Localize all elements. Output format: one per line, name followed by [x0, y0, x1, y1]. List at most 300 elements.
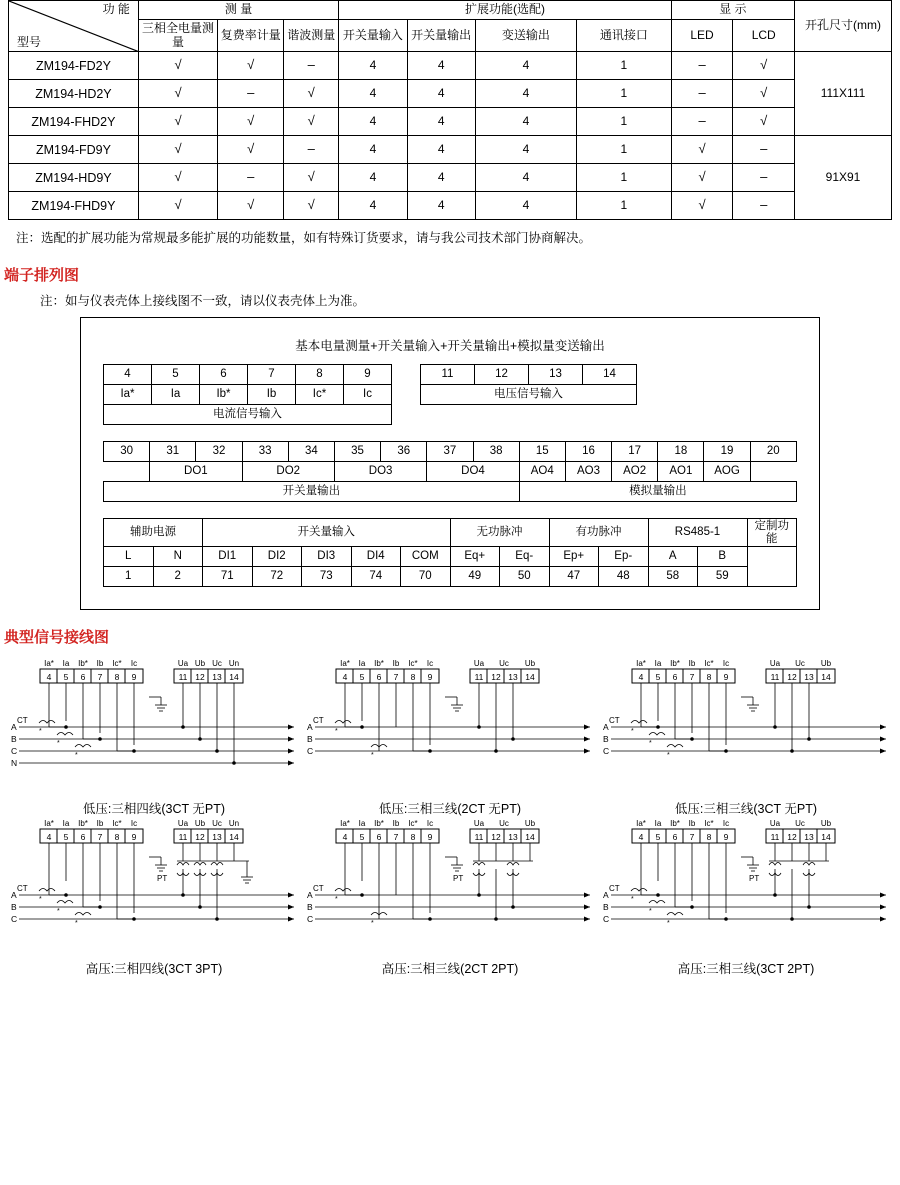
cell-1-7: – [671, 80, 733, 108]
i-label: Ib [688, 659, 696, 669]
doao-num-11: 17 [612, 441, 658, 461]
table-row [9, 80, 892, 108]
cell-0-4: 4 [407, 52, 475, 80]
cell-2-2: √ [284, 108, 339, 136]
terminal-number: 13 [804, 672, 814, 683]
terminal-number: 6 [80, 672, 86, 683]
i-label: Ic [130, 819, 138, 829]
terminal-number: 5 [63, 672, 69, 683]
doao-num-4: 34 [288, 441, 334, 461]
terminal-row-aux [103, 518, 797, 587]
aux-num-4: 73 [302, 567, 352, 587]
i-label: Ic [426, 659, 434, 669]
u-label: Ub [524, 819, 536, 829]
cell-1-5: 4 [475, 80, 576, 108]
i-label: Ic [722, 659, 730, 669]
terminal-number: 12 [491, 672, 501, 683]
doao-grp-do4: DO4 [427, 461, 519, 481]
terminal-number: 14 [525, 672, 535, 683]
u-label: Ua [769, 819, 781, 829]
polarity-mark: * [39, 728, 42, 736]
terminal-number: 12 [787, 672, 797, 683]
polarity-mark: * [371, 752, 374, 760]
ct-label: CT [313, 716, 324, 726]
doao-num-2: 32 [196, 441, 242, 461]
cell-1-4: 4 [407, 80, 475, 108]
doao-grp-ao4: AO4 [519, 461, 565, 481]
cell-2-8: √ [733, 108, 795, 136]
polarity-mark: * [335, 896, 338, 904]
i-label: Ia* [636, 819, 646, 829]
vi-caption: 电压信号输入 [421, 384, 637, 404]
cell-5-6: 1 [577, 192, 672, 220]
ct-label: CT [313, 884, 324, 894]
cell-2-7: – [671, 108, 733, 136]
col-header-4: 开关量输出 [407, 19, 475, 52]
ci-name-4: Ic* [296, 384, 344, 404]
wiring-svg [305, 657, 595, 797]
terminal-number: 8 [410, 672, 416, 683]
cell-2-1: √ [218, 108, 284, 136]
terminal-number: 5 [63, 832, 69, 843]
i-label: Ic [130, 659, 138, 669]
cutout-label-line1: 开孔尺寸(mm) [805, 18, 881, 33]
corner-model-label: 型号 [17, 34, 42, 49]
aux-name-7: Eq+ [450, 547, 500, 567]
group-header-display: 显 示 [671, 1, 794, 20]
terminal-number: 7 [97, 672, 103, 683]
ci-name-5: Ic [344, 384, 392, 404]
terminal-number: 7 [97, 832, 103, 843]
aux-name-5: DI4 [351, 547, 401, 567]
terminal-number: 7 [689, 832, 695, 843]
polarity-mark: * [649, 908, 652, 916]
col-header-5: 变送输出 [475, 19, 576, 52]
aux-num-1: 2 [153, 567, 203, 587]
phase-label: C [11, 914, 18, 925]
aux-name-0: L [104, 547, 154, 567]
terminal-number: 4 [46, 672, 52, 683]
ci-num-3: 7 [248, 364, 296, 384]
cell-2-5: 4 [475, 108, 576, 136]
phase-label: A [603, 722, 609, 733]
aux-grp-di: 开关量输入 [203, 518, 451, 546]
terminal-number: 13 [212, 672, 222, 683]
polarity-mark: * [667, 752, 670, 760]
terminal-number: 9 [427, 832, 433, 843]
aux-num-10: 48 [599, 567, 649, 587]
terminal-number: 12 [491, 832, 501, 843]
terminal-number: 9 [427, 672, 433, 683]
terminal-row-current-voltage [103, 364, 797, 425]
wiring-caption: 高压:三相三线(2CT 2PT) [381, 962, 519, 977]
model-name: ZM194-FD2Y [9, 52, 139, 80]
polarity-mark: * [631, 728, 634, 736]
terminal-number: 11 [770, 832, 780, 843]
cell-4-2: √ [284, 164, 339, 192]
terminal-number: 8 [706, 672, 712, 683]
u-label: Ua [769, 659, 781, 669]
doao-grp-do2: DO2 [242, 461, 334, 481]
phase-label: A [307, 890, 313, 901]
cell-2-4: 4 [407, 108, 475, 136]
terminal-number: 13 [508, 832, 518, 843]
phase-label: B [603, 734, 609, 745]
cell-5-2: √ [284, 192, 339, 220]
polarity-mark: * [371, 920, 374, 928]
pt-label: PT [749, 874, 760, 884]
terminal-number: 9 [131, 672, 137, 683]
cell-3-5: 4 [475, 136, 576, 164]
col-header-3: 开关量输入 [339, 19, 407, 52]
u-label: Uc [212, 659, 222, 669]
i-label: Ib [392, 659, 400, 669]
doao-grp-do1: DO1 [150, 461, 242, 481]
i-label: Ic [722, 819, 730, 829]
polarity-mark: * [649, 740, 652, 748]
cell-1-3: 4 [339, 80, 407, 108]
terminal-diagram-title: 基本电量测量+开关量输入+开关量输出+模拟量变送输出 [295, 338, 605, 353]
wiring-diagram-hv-3p4w-3ct-3pt [6, 817, 302, 977]
i-label: Ic [426, 819, 434, 829]
cell-5-1: √ [218, 192, 284, 220]
table-row [9, 108, 892, 136]
cell-0-6: 1 [577, 52, 672, 80]
wiring-section-heading: 典型信号接线图 [4, 629, 110, 647]
aux-name-12: B [698, 547, 748, 567]
doao-num-6: 36 [381, 441, 427, 461]
cell-0-8: √ [733, 52, 795, 80]
terminal-number: 7 [689, 672, 695, 683]
terminal-number: 9 [723, 672, 729, 683]
aux-num-7: 49 [450, 567, 500, 587]
cell-4-4: 4 [407, 164, 475, 192]
group-header-extension: 扩展功能(选配) [339, 1, 671, 20]
doao-num-1: 31 [150, 441, 196, 461]
wiring-svg [9, 817, 299, 957]
cell-0-1: √ [218, 52, 284, 80]
spec-table-section [0, 0, 900, 248]
polarity-mark: * [667, 920, 670, 928]
i-label: Ia* [340, 819, 350, 829]
aux-name-6: COM [401, 547, 451, 567]
spec-table [8, 0, 892, 220]
i-label: Ia* [44, 659, 54, 669]
doao-num-8: 38 [473, 441, 519, 461]
polarity-mark: * [335, 728, 338, 736]
i-label: Ia* [340, 659, 350, 669]
aux-grp-ppulse: 有功脉冲 [549, 518, 648, 546]
cell-1-8: √ [733, 80, 795, 108]
terminal-number: 11 [474, 832, 484, 843]
spec-footnote: 注：选配的扩展功能为常规最多能扩展的功能数量，如有特殊订货要求，请与我公司技术部门协商解决。 [16, 231, 592, 246]
terminal-number: 7 [393, 672, 399, 683]
phase-label: C [603, 914, 610, 925]
col-header-8: LCD [733, 19, 795, 52]
terminal-number: 14 [229, 832, 239, 843]
u-label: Un [228, 659, 240, 669]
do-ao-table [103, 441, 797, 502]
aux-grp-custom: 定制功能 [747, 518, 797, 546]
aux-grp-power: 辅助电源 [104, 518, 203, 546]
phase-label: B [307, 734, 313, 745]
polarity-mark: * [57, 908, 60, 916]
cell-0-7: – [671, 52, 733, 80]
aux-name-8: Eq- [500, 547, 550, 567]
phase-label: C [11, 746, 18, 757]
table-row [9, 192, 892, 220]
aux-name-1: N [153, 547, 203, 567]
terminal-number: 11 [770, 672, 780, 683]
i-label: Ib [688, 819, 696, 829]
terminal-number: 8 [114, 832, 120, 843]
doao-num-7: 37 [427, 441, 473, 461]
u-label: Ua [473, 819, 485, 829]
terminal-section-heading: 端子排列图 [4, 266, 80, 284]
table-row [9, 164, 892, 192]
voltage-input-table [420, 364, 637, 405]
wiring-caption: 高压:三相三线(3CT 2PT) [677, 962, 815, 977]
aux-name-10: Ep- [599, 547, 649, 567]
model-name: ZM194-FHD9Y [9, 192, 139, 220]
doao-num-5: 35 [334, 441, 380, 461]
terminal-number: 6 [376, 832, 382, 843]
wiring-svg [601, 817, 891, 957]
i-label: Ic* [112, 659, 122, 669]
model-name: ZM194-FHD2Y [9, 108, 139, 136]
phase-label: A [11, 890, 17, 901]
wiring-diagram-grid [0, 653, 900, 977]
i-label: Ia [654, 659, 662, 669]
u-label: Ua [473, 659, 485, 669]
i-label: Ic* [408, 659, 418, 669]
terminal-row-do-ao [103, 441, 797, 502]
i-label: Ia* [636, 659, 646, 669]
aux-num-9: 47 [549, 567, 599, 587]
doao-caption-right: 模拟量输出 [519, 481, 796, 501]
vi-num-2: 13 [529, 364, 583, 384]
cell-3-4: 4 [407, 136, 475, 164]
aux-name-4: DI3 [302, 547, 352, 567]
doao-num-13: 19 [704, 441, 750, 461]
col-header-7: LED [671, 19, 733, 52]
terminal-number: 13 [804, 832, 814, 843]
u-label: Ua [177, 819, 189, 829]
cell-4-0: √ [138, 164, 217, 192]
terminal-number: 13 [508, 672, 518, 683]
terminal-section-note: 注：如与仪表壳体上接线图不一致，请以仪表壳体上为准。 [40, 293, 366, 308]
terminal-number: 12 [195, 672, 205, 683]
cell-4-5: 4 [475, 164, 576, 192]
cutout-size-0: 111X111 [795, 52, 892, 136]
cell-4-6: 1 [577, 164, 672, 192]
terminal-diagram-box [80, 317, 820, 610]
terminal-number: 14 [821, 672, 831, 683]
col-header-2: 谐波测量 [284, 19, 339, 52]
terminal-number: 11 [474, 672, 484, 683]
i-label: Ib [96, 819, 104, 829]
cell-0-3: 4 [339, 52, 407, 80]
model-name: ZM194-FD9Y [9, 136, 139, 164]
model-name: ZM194-HD9Y [9, 164, 139, 192]
wiring-caption: 低压:三相三线(3CT 无PT) [674, 802, 818, 817]
phase-label: N [11, 758, 18, 769]
ci-name-3: Ib [248, 384, 296, 404]
vi-num-3: 14 [583, 364, 637, 384]
i-label: Ia [62, 659, 70, 669]
ct-label: CT [17, 884, 28, 894]
wiring-svg [601, 657, 891, 797]
wiring-caption: 高压:三相四线(3CT 3PT) [85, 962, 223, 977]
spec-corner-header [9, 1, 139, 52]
ci-caption: 电流信号输入 [104, 404, 392, 424]
cell-5-8: – [733, 192, 795, 220]
wiring-diagram-hv-3p3w-3ct-2pt [598, 817, 894, 977]
terminal-number: 4 [46, 832, 52, 843]
i-label: Ic* [408, 819, 418, 829]
phase-label: C [307, 914, 314, 925]
doao-grp-ao3: AO3 [565, 461, 611, 481]
cell-2-0: √ [138, 108, 217, 136]
table-row [9, 136, 892, 164]
u-label: Ua [177, 659, 189, 669]
wiring-caption: 低压:三相三线(2CT 无PT) [378, 802, 522, 817]
aux-num-5: 74 [351, 567, 401, 587]
phase-label: A [11, 722, 17, 733]
pt-label: PT [157, 874, 168, 884]
polarity-mark: * [39, 896, 42, 904]
phase-label: B [11, 902, 17, 913]
i-label: Ib* [670, 819, 680, 829]
cell-1-0: √ [138, 80, 217, 108]
doao-num-9: 15 [519, 441, 565, 461]
i-label: Ia [62, 819, 70, 829]
phase-label: A [307, 722, 313, 733]
terminal-number: 6 [376, 672, 382, 683]
aux-name-11: A [648, 547, 698, 567]
ci-name-2: Ib* [200, 384, 248, 404]
phase-label: A [603, 890, 609, 901]
aux-table [103, 518, 797, 587]
i-label: Ib* [374, 819, 384, 829]
ci-num-0: 4 [104, 364, 152, 384]
cell-5-3: 4 [339, 192, 407, 220]
terminal-number: 5 [655, 832, 661, 843]
terminal-number: 12 [195, 832, 205, 843]
terminal-number: 4 [342, 832, 348, 843]
polarity-mark: * [631, 896, 634, 904]
ci-name-0: Ia* [104, 384, 152, 404]
aux-num-0: 1 [104, 567, 154, 587]
terminal-number: 14 [229, 672, 239, 683]
terminal-number: 12 [787, 832, 797, 843]
terminal-number: 5 [655, 672, 661, 683]
ci-num-2: 6 [200, 364, 248, 384]
u-label: Uc [212, 819, 222, 829]
ct-label: CT [609, 884, 620, 894]
terminal-number: 4 [638, 832, 644, 843]
ci-num-5: 9 [344, 364, 392, 384]
cell-3-6: 1 [577, 136, 672, 164]
cell-4-8: – [733, 164, 795, 192]
current-input-table [103, 364, 392, 425]
terminal-number: 5 [359, 832, 365, 843]
u-label: Un [228, 819, 240, 829]
doao-num-12: 18 [658, 441, 704, 461]
wiring-svg [305, 817, 595, 957]
wiring-diagram-lv-3p4w-3ct [6, 657, 302, 817]
aux-num-3: 72 [252, 567, 302, 587]
i-label: Ic* [704, 819, 714, 829]
cell-1-2: √ [284, 80, 339, 108]
ci-num-1: 5 [152, 364, 200, 384]
terminal-number: 14 [525, 832, 535, 843]
cutout-size-1: 91X91 [795, 136, 892, 220]
phase-label: B [603, 902, 609, 913]
polarity-mark: * [75, 920, 78, 928]
terminal-number: 8 [114, 672, 120, 683]
u-label: Ub [820, 659, 832, 669]
wiring-diagram-lv-3p3w-3ct [598, 657, 894, 817]
cell-1-6: 1 [577, 80, 672, 108]
terminal-number: 7 [393, 832, 399, 843]
terminal-number: 11 [178, 832, 188, 843]
i-label: Ia [654, 819, 662, 829]
table-row [9, 52, 892, 80]
wiring-diagram-hv-3p3w-2ct-2pt [302, 817, 598, 977]
terminal-number: 13 [212, 832, 222, 843]
terminal-number: 6 [672, 832, 678, 843]
doao-num-0: 30 [104, 441, 150, 461]
aux-num-8: 50 [500, 567, 550, 587]
aux-num-2: 71 [203, 567, 253, 587]
polarity-mark: * [57, 740, 60, 748]
cell-1-1: – [218, 80, 284, 108]
cell-3-2: – [284, 136, 339, 164]
doao-grp-do3: DO3 [334, 461, 426, 481]
u-label: Ub [194, 659, 206, 669]
doao-caption-left: 开关量输出 [104, 481, 520, 501]
wiring-caption: 低压:三相四线(3CT 无PT) [82, 802, 226, 817]
terminal-number: 8 [410, 832, 416, 843]
aux-grp-rs485: RS485-1 [648, 518, 747, 546]
cell-3-8: – [733, 136, 795, 164]
cell-0-5: 4 [475, 52, 576, 80]
i-label: Ia [358, 819, 366, 829]
cell-5-4: 4 [407, 192, 475, 220]
u-label: Uc [795, 819, 805, 829]
terminal-number: 8 [706, 832, 712, 843]
polarity-mark: * [75, 752, 78, 760]
i-label: Ia [358, 659, 366, 669]
cell-3-0: √ [138, 136, 217, 164]
phase-label: B [11, 734, 17, 745]
doao-grp-ao1: AO1 [658, 461, 704, 481]
cell-5-5: 4 [475, 192, 576, 220]
terminal-number: 6 [672, 672, 678, 683]
i-label: Ib* [670, 659, 680, 669]
i-label: Ib* [78, 819, 88, 829]
cell-4-3: 4 [339, 164, 407, 192]
cell-4-1: – [218, 164, 284, 192]
terminal-number: 11 [178, 672, 188, 683]
group-header-measure: 测 量 [138, 1, 338, 20]
col-header-6: 通讯接口 [577, 19, 672, 52]
cell-0-2: – [284, 52, 339, 80]
i-label: Ib* [78, 659, 88, 669]
phase-label: C [307, 746, 314, 757]
phase-label: C [603, 746, 610, 757]
